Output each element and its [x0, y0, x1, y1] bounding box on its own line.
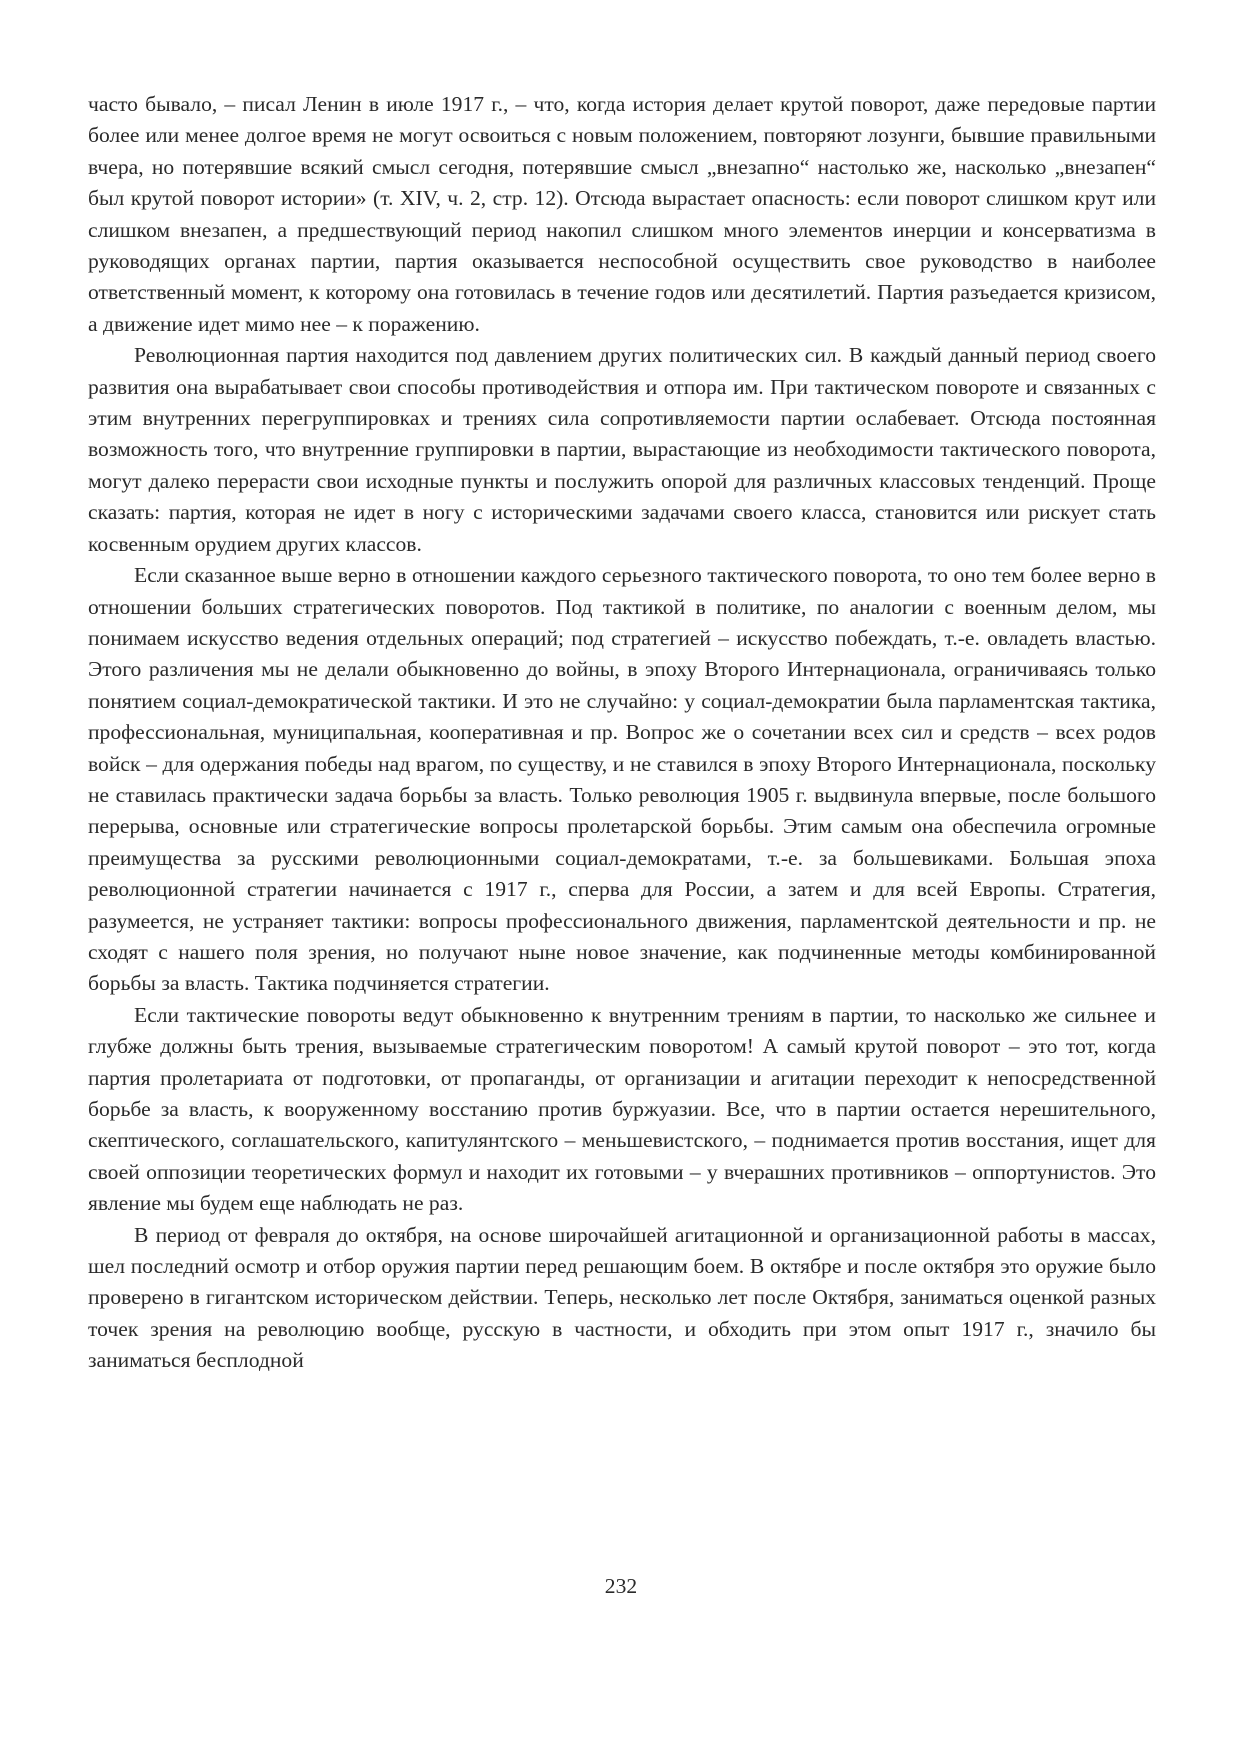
paragraph-2: Революционная партия находится под давлением других политических сил. В каждый данный период своего развития она вырабатывает свои способы противодействия и отпора им. При тактическом повороте и связанных с этим внутренних перегруппировках и трениях сила сопротивляемости партии ослабевает. Отсюда постоянная возможность того, что внутренние группировки в партии, вырастающие из необходимости тактического поворота, могут далеко перерасти свои исходные пункты и послужить опорой для различных классовых тенденций. Проще сказать: партия, которая не идет в ногу с историческими задачами своего класса, становится или рискует стать косвенным орудием других классов. — [88, 343, 1156, 556]
paragraph-5: В период от февраля до октября, на основе широчайшей агитационной и организационной работы в массах, шел последний осмотр и отбор оружия партии перед решающим боем. В октябре и после октября это оружие было проверено в гигантском историческом действии. Теперь, несколько лет после Октября, заниматься оценкой разных точек зрения на революцию вообще, русскую в частности, и обходить при этом опыт 1917 г., значило бы заниматься бесплодной — [88, 1222, 1156, 1373]
page-body — [88, 89, 1156, 1377]
page-number: 232 — [604, 1574, 638, 1598]
paragraph-3: Если сказанное выше верно в отношении каждого серьезного тактического поворота, то оно тем более верно в отношении больших стратегических поворотов. Под тактикой в политике, по аналогии с военным делом, мы понимаем искусство ведения отдельных операций; под стратегией – искусство побеждать, т.-е. овладеть властью. Этого различения мы не делали обыкновенно до войны, в эпоху Второго Интернационала, ограничиваясь только понятием социал-демократической тактики. И это не случайно: у социал-демократии была парламентская тактика, профессиональная, муниципальная, кооперативная и пр. Вопрос же о сочетании всех сил и средств – всех родов войск – для одержания победы над врагом, по существу, и не ставился в эпоху Второго Интернационала, поскольку не ставилась практически задача борьбы за власть. Только революция 1905 г. выдвинула впервые, после большого перерыва, основные или стратегические вопросы пролетарской борьбы. Этим самым она обеспечила огромные преимущества за русскими революционными социал-демократами, т.-е. за большевиками. Большая эпоха революционной стратегии начинается с 1917 г., сперва для России, а затем и для всей Европы. Стратегия, разумеется, не устраняет тактики: вопросы профессионального движения, парламентской деятельности и пр. не сходят с нашего поля зрения, но получают ныне новое значение, как подчиненные методы комбинированной борьбы за власть. Тактика подчиняется стратегии. — [88, 563, 1156, 996]
paragraph-1: часто бывало, – писал Ленин в июле 1917 г., – что, когда история делает крутой поворот, даже передовые партии более или менее долгое время не могут освоиться с новым положением, повторяют лозунги, бывшие правильными вчера, но потерявшие всякий смысл сегодня, потерявшие смысл „внезапно“ настолько же, насколько „внезапен“ был крутой поворот истории» (т. XIV, ч. 2, стр. 12). Отсюда вырастает опасность: если поворот слишком крут или слишком внезапен, а предшествующий период накопил слишком много элементов инерции и консерватизма в руководящих органах партии, партия оказывается неспособной осуществить свое руководство в наиболее ответственный момент, к которому она готовилась в течение годов или десятилетий. Партия разъедается кризисом, а движение идет мимо нее – к поражению. — [88, 92, 1156, 336]
paragraph-4: Если тактические повороты ведут обыкновенно к внутренним трениям в партии, то насколько же сильнее и глубже должны быть трения, вызываемые стратегическим поворотом! А самый крутой поворот – это тот, когда партия пролетариата от подготовки, от пропаганды, от организации и агитации переходит к непосредственной борьбе за власть, к вооруженному восстанию против буржуазии. Все, что в партии остается нерешительного, скептического, соглашательского, капитулянтского – меньшевистского, – поднимается против восстания, ищет для своей оппозиции теоретических формул и находит их готовыми – у вчерашних противников – оппортунистов. Это явление мы будем еще наблюдать не раз. — [88, 1002, 1156, 1216]
